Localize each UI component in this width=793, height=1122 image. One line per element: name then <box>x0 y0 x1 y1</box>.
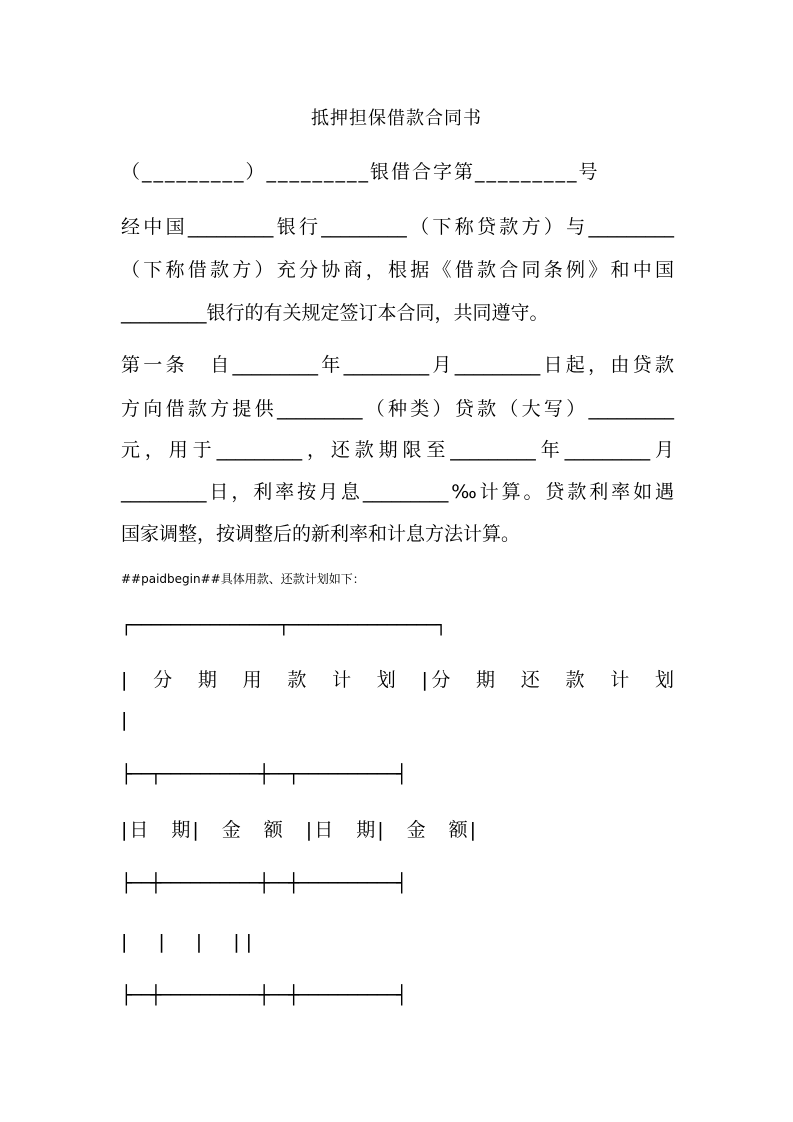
plan-note: ##paidbegin##具体用款、还款计划如下： <box>121 572 365 586</box>
intro-line-3: _________银行的有关规定签订本合同，共同遵守。 <box>121 302 549 324</box>
contract-number-line: （_________）_________银借合字第_________号 <box>121 161 600 183</box>
table-header-row-end: | <box>121 709 128 731</box>
article-1-line-5: 国家调整，按调整后的新利率和计息方法计算。 <box>121 523 521 545</box>
article-1-line-1: 第一条 自_________年_________月_________日起，由贷款 <box>121 354 674 376</box>
article-1-line-4: _________日，利率按月息_________‰计算。贷款利率如遇 <box>121 481 674 503</box>
article-1-line-2: 方向借款方提供_________（种类）贷款（大写）_________ <box>121 398 674 420</box>
intro-line-1: 经中国_________银行_________（下称贷款方）与_________ <box>121 216 674 238</box>
document-title: 抵押担保借款合同书 <box>311 108 482 129</box>
table-subheader-row: |日 期| 金 额 |日 期| 金 额| <box>121 819 479 841</box>
table-separator-3: ├──┼──────────┼──┼──────────┤ <box>121 985 407 1006</box>
table-separator-2: ├──┼──────────┼──┼──────────┤ <box>121 873 407 894</box>
article-1-line-3: 元，用于_________，还款期限至_________年_________月 <box>121 439 674 461</box>
table-empty-row: | | | || <box>121 931 259 953</box>
table-separator-1: ├──┬──────────┼──┬──────────┤ <box>121 764 407 785</box>
intro-line-2: （下称借款方）充分协商，根据《借款合同条例》和中国 <box>121 259 674 281</box>
table-top-border: ┌───────────────┬───────────────┐ <box>121 615 446 636</box>
table-header-row: | 分 期 用 款 计 划 |分 期 还 款 计 划 <box>121 669 674 691</box>
